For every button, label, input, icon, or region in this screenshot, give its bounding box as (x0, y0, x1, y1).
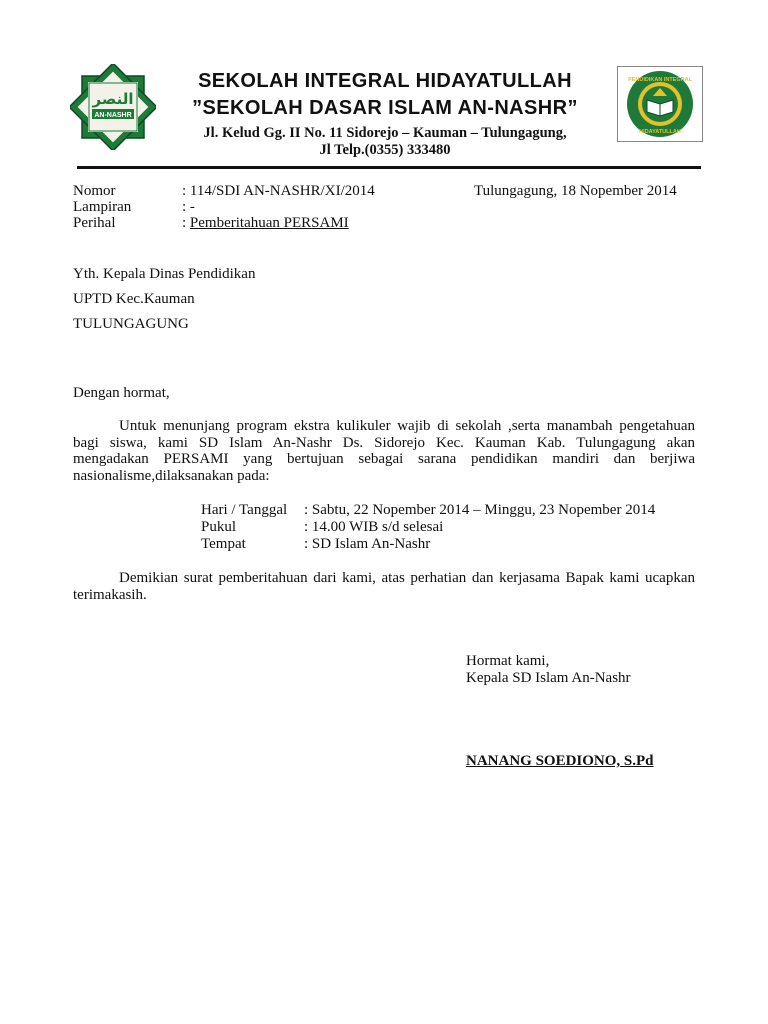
signature-title: Kepala SD Islam An-Nashr (466, 670, 631, 686)
school-logo-right (617, 66, 703, 142)
logo-right-text-top: PENDIDIKAN INTEGRAL (628, 77, 692, 83)
letterhead-divider (77, 166, 701, 169)
nomor-value: : 114/SDI AN-NASHR/XI/2014 (182, 183, 375, 199)
letterhead-address: Jl. Kelud Gg. II No. 11 Sidorejo – Kauman – Tulungagung, (203, 125, 567, 141)
recipient-line1: Yth. Kepala Dinas Pendidikan (73, 266, 256, 282)
detail-label-time: Pukul (201, 519, 237, 535)
detail-value-place: : SD Islam An-Nashr (304, 536, 431, 552)
lampiran-label: Lampiran (73, 199, 132, 215)
logo-right-text-bottom: HIDAYATULLAH (639, 129, 681, 135)
paragraph-line: Untuk menunjang program ekstra kulikuler wajib di sekolah ,serta manambah pengetahuan (119, 418, 695, 434)
perihal-colon: : (182, 215, 190, 231)
paragraph-line: bagi siswa, kami SD Islam An-Nashr Ds. Sidorejo Kec. Kauman Kab. Tulungagung akan (73, 434, 695, 451)
closing-paragraph (73, 570, 695, 603)
logo-left-arabic: النصر (92, 90, 134, 108)
paragraph-line: mengadakan PERSAMI yang bertujuan sebagai sarana pendidikan mandiri dan berjiwa (73, 451, 695, 468)
body-paragraph (73, 418, 695, 484)
perihal-field (182, 215, 349, 232)
paragraph-line: nasionalisme,dilaksanakan pada: (73, 467, 270, 484)
detail-label-place: Tempat (201, 536, 246, 552)
lampiran-value: : - (182, 199, 195, 215)
detail-label-date: Hari / Tanggal (201, 502, 288, 518)
detail-value-time: : 14.00 WIB s/d selesai (304, 519, 444, 535)
school-logo-left (70, 64, 156, 150)
signature-name: NANANG SOEDIONO, S.Pd (466, 753, 654, 769)
recipient-line2: UPTD Kec.Kauman (73, 291, 195, 307)
letterhead-title: SEKOLAH INTEGRAL HIDAYATULLAH (198, 70, 572, 92)
closing-line: Demikian surat pemberitahuan dari kami, atas perhatian dan kerjasama Bapak kami ucapkan (119, 570, 695, 586)
letterhead-phone: Jl Telp.(0355) 333480 (319, 142, 451, 158)
closing-line: terimakasih. (73, 586, 147, 603)
perihal-label: Perihal (73, 215, 116, 231)
greeting: Dengan hormat, (73, 385, 170, 401)
nomor-label: Nomor (73, 183, 116, 199)
signature-greeting: Hormat kami, (466, 653, 550, 669)
letterhead-subtitle: ”SEKOLAH DASAR ISLAM AN-NASHR” (192, 97, 578, 119)
recipient-line3: TULUNGAGUNG (73, 316, 189, 332)
logo-left-text: AN-NASHR (94, 112, 132, 119)
detail-value-date: : Sabtu, 22 Nopember 2014 – Minggu, 23 Nopember 2014 (304, 502, 656, 518)
perihal-value: Pemberitahuan PERSAMI (189, 215, 349, 231)
place-date: Tulungagung, 18 Nopember 2014 (474, 183, 677, 199)
